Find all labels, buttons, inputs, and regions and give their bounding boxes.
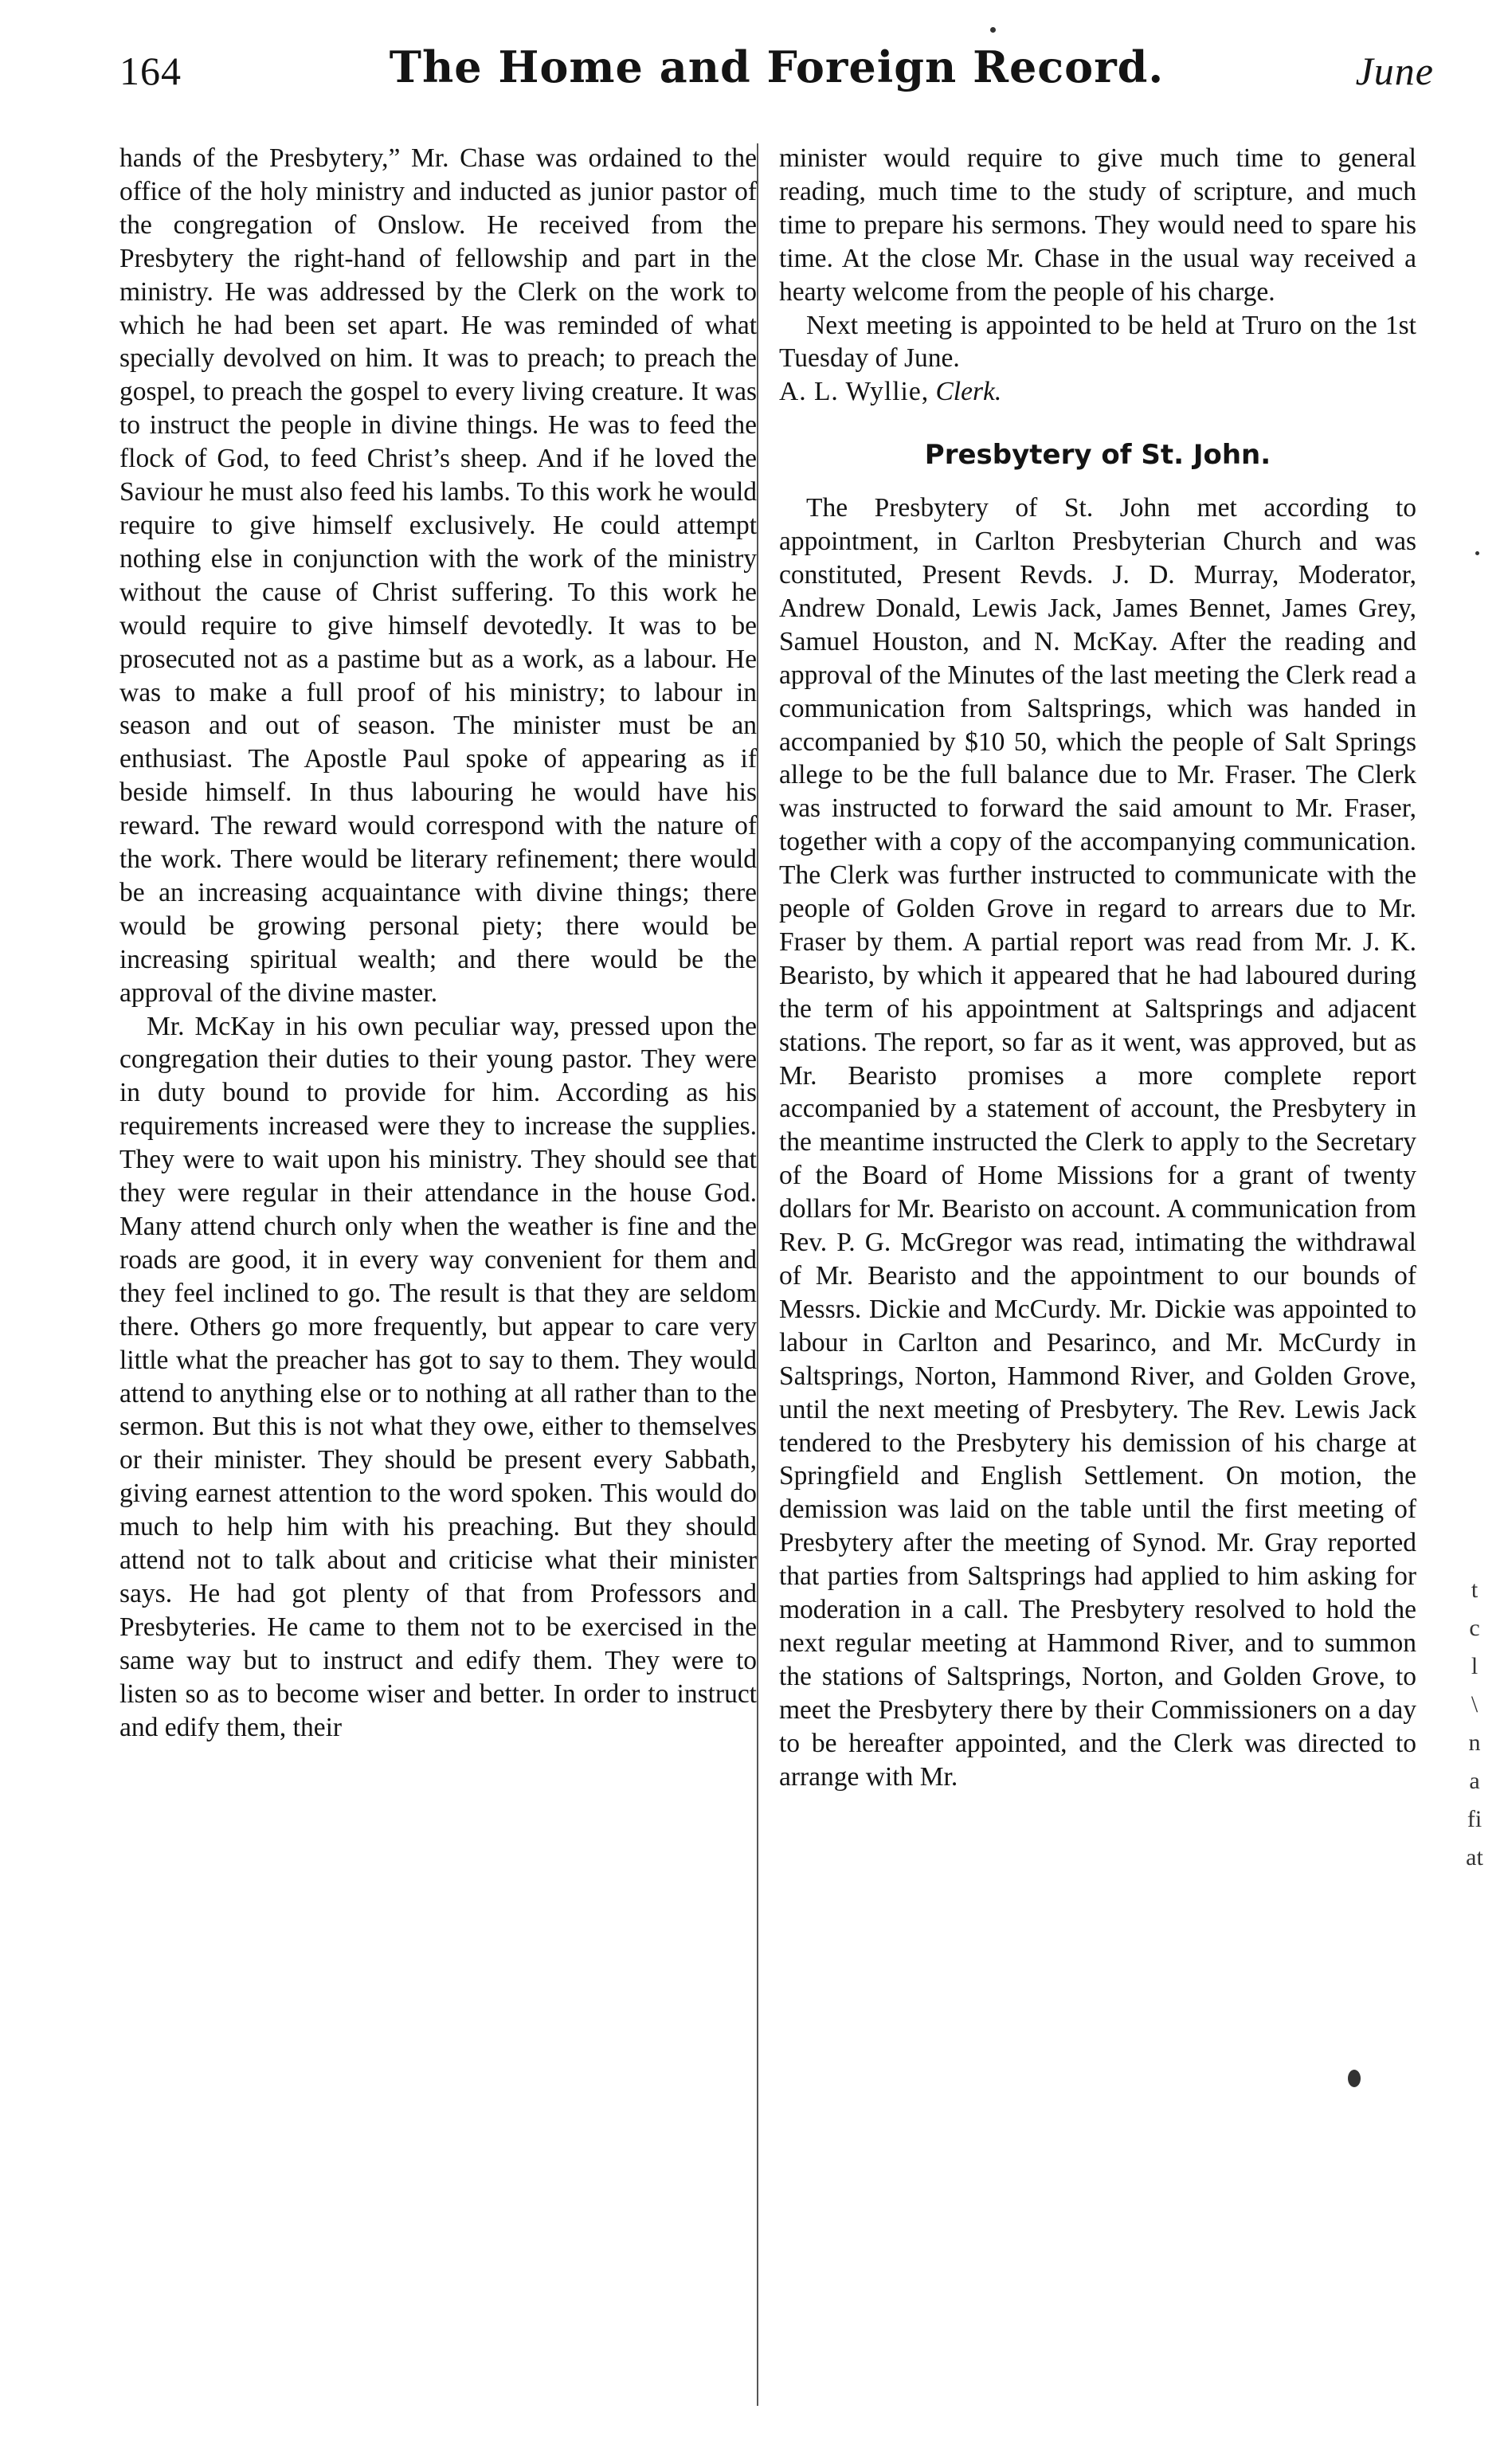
- margin-fragment: l: [1471, 1653, 1479, 1679]
- margin-fragment: t: [1471, 1577, 1479, 1603]
- clerk-signature: [779, 375, 1416, 409]
- right-column: [779, 142, 1416, 2420]
- st-john-minutes-paragraph: The Presbytery of St. John met according to appointment, in Carlton Presbyterian Church and was constituted, Present Revds. J. D. Murray, Moderator, Andrew Donald, Lewis Jack, James Bennet, James Grey, Samuel Houston, and N. McKay. After the reading and approval of the Minutes of the last meeting the Clerk read a communication from Saltsprings, which was handed in accompanied by $10 50, which the people of Salt Springs allege to be the full balance due to Mr. Fraser. The Clerk was instructed to forward the said amount to Mr. Fraser, together with a copy of the accompanying communication. The Clerk was further instructed to communicate with the people of Golden Grove in regard to arrears due to Mr. Fraser by them. A partial report was read from Mr. J. K. Bearisto, by which it appeared that he had laboured during the term of his appointment at Saltsprings and adjacent stations. The report, so far as it went, was approved, but as Mr. Bearisto promises a more complete report accompanied by a statement of account, the Presbytery in the meantime instructed the Clerk to apply to the Secretary of the Board of Home Missions for a grant of twenty dollars for Mr. Bearisto on account. A communication from Rev. P. G. McGregor was read, intimating the withdrawal of Mr. Bearisto and the appointment to our bounds of Messrs. Dickie and McCurdy. Mr. Dickie was appointed to labour in Carlton and Pesarinco, and Mr. McCurdy in Saltsprings, Norton, Hammond River, and Golden Grove, until the next meeting of Presbytery. The Rev. Lewis Jack tendered to the Presbytery his demission of his charge at Springfield and English Settlement. On motion, the demission was laid on the table until the first meeting of Presbytery after the meeting of Synod. Mr. Gray reported that parties from Saltsprings had applied to him asking for moderation in a call. The Presbytery resolved to hold the next regular meeting at Hammond River, and to summon the stations of Saltsprings, Norton, and Golden Grove, to meet the Presbytery there by their Commissioners on a day to be hereafter appointed, and the Clerk was directed to arrange with Mr.: [779, 493, 1416, 1792]
- margin-fragment: c: [1469, 1615, 1480, 1641]
- margin-fragment: n: [1468, 1730, 1481, 1756]
- column-rule: [757, 143, 758, 2406]
- margin-fragment: fi: [1467, 1806, 1482, 1832]
- journal-title: The Home and Foreign Record.: [389, 41, 1165, 92]
- ink-speck: [990, 27, 996, 33]
- section-heading: Presbytery of St. John.: [924, 439, 1271, 472]
- signature-name: A. L. Wyllie,: [779, 377, 930, 407]
- next-meeting-notice: Next meeting is appointed to be held at Truro on the 1st Tuesday of June.: [779, 310, 1416, 374]
- margin-fragment: a: [1469, 1768, 1480, 1794]
- margin-fragment: at: [1466, 1844, 1483, 1871]
- ordination-paragraph: hands of the Presbytery,” Mr. Chase was ordained to the office of the holy ministry and inducted as junior pastor of the congregation of Onslow. He received from the Presbytery the right-hand of fellowship and part in the ministry. He was addressed by the Clerk on the work to which he had been set apart. He was reminded of what specially devolved on him. It was to preach; to preach the gospel, to preach the gospel to every living creature. It was to instruct the people in divine things. He was to feed the flock of God, to feed Christ’s sheep. And if he loved the Saviour he must also feed his lambs. To this work he would require to give himself exclusively. He could attempt nothing else in conjunction with the work of the ministry without the cause of Christ suffering. To this work he would require to give himself devotedly. It was to be prosecuted not as a pastime but as a work, as a labour. He was to make a full proof of his ministry; to labour in season and out of season. The minister must be an enthusiast. The Apostle Paul spoke of appearing as if beside himself. In thus labouring he would have his reward. The reward would correspond with the nature of the work. There would be literary refinement; there would be an increasing acquaintance with divine things; there would be growing personal piety; there would be increasing spiritual wealth; and there would be the approval of the divine master.: [119, 143, 757, 1008]
- running-head: [119, 41, 1434, 113]
- ink-speck: [1475, 551, 1479, 555]
- page-number: 164: [119, 49, 182, 93]
- left-column: [119, 142, 757, 2420]
- continuation-paragraph: minister would require to give much time to general reading, much time to the study of scripture, and much time to prepare his sermons. They would need to spare his time. At the close Mr. Chase in the usual way received a hearty welcome from the people of his charge.: [779, 143, 1416, 307]
- margin-fragments: [1455, 1571, 1494, 1877]
- ink-speck: [1348, 2070, 1361, 2087]
- signature-role: Clerk.: [935, 377, 1002, 407]
- mckay-address-paragraph: Mr. McKay in his own peculiar way, pressed upon the congregation their duties to their young pastor. They were in duty bound to provide for him. According as his requirements increased were they to increase the supplies. They were to wait upon his ministry. They should see that they were regular in their attendance in the house God. Many attend church only when the weather is fine and the roads are good, it in every way convenient for them and they feel inclined to go. The result is that they are seldom there. Others go more frequently, but appear to care very little what the preacher has got to say to them. They would attend to anything else or to nothing at all rather than to the sermon. But this is not what they owe, either to themselves or their minister. They should be present every Sabbath, giving earnest attention to the word spoken. This would do much to help him with his preaching. But they should attend not to talk about and criticise what their minister says. He had got plenty of that from Professors and Presbyteries. He came to them not to be exercised in the same way but to instruct and edify them. They were to listen so as to become wiser and better. In order to instruct and edify them, their: [119, 1011, 757, 1742]
- margin-fragment: \: [1471, 1691, 1479, 1718]
- issue-month: June: [1355, 49, 1434, 93]
